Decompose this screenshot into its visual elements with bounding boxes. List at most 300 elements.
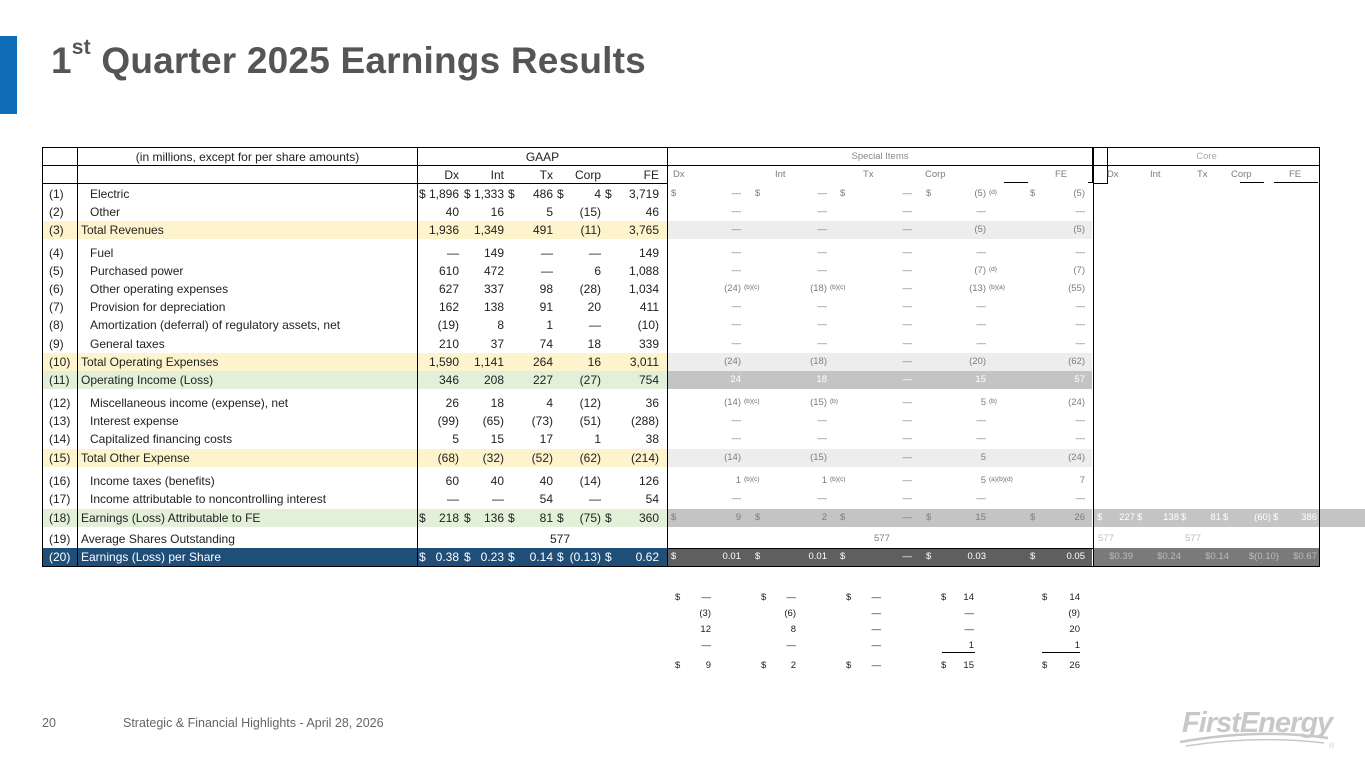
special-cell — [671, 262, 741, 280]
row-label: Other — [90, 205, 121, 219]
gaap-value: 1,034 — [628, 282, 659, 296]
special-cell — [840, 490, 912, 508]
gaap-value: 40 — [445, 205, 459, 219]
gaap-value: 1,896 — [428, 187, 459, 201]
total-rule — [761, 654, 796, 655]
special-cell — [1030, 394, 1085, 412]
gaap-cell — [464, 472, 504, 490]
special-cell — [755, 316, 827, 334]
special-value: (5) — [1073, 224, 1085, 235]
gaap-cell — [419, 244, 459, 262]
gaap-value: 491 — [532, 223, 553, 237]
row-number: (5) — [49, 264, 64, 278]
row-label: Purchased power — [90, 264, 184, 278]
special-cell — [1030, 412, 1085, 430]
special-cell — [755, 449, 827, 467]
special-cell — [1030, 280, 1085, 298]
core-panel — [1093, 147, 1320, 567]
gaap-value: 4 — [594, 187, 601, 201]
gaap-value: (52) — [531, 451, 553, 465]
row-label: Miscellaneous income (expense), net — [90, 396, 289, 410]
row-number: (13) — [49, 414, 71, 428]
gaap-value: 38 — [645, 432, 659, 446]
footnote-ref: (b)(a) — [989, 284, 1005, 291]
currency-symbol: $ — [671, 188, 677, 199]
gaap-value: 18 — [490, 396, 504, 410]
gaap-value: 486 — [532, 187, 553, 201]
currency-symbol: $ — [1273, 512, 1279, 523]
special-cell — [926, 262, 986, 280]
special-cell — [926, 280, 986, 298]
currency-symbol: $ — [675, 592, 681, 603]
core-value: 227 — [1119, 512, 1135, 523]
gaap-cell — [464, 509, 504, 527]
special-cell — [755, 262, 827, 280]
title-superscript: st — [71, 36, 91, 59]
gaap-cell — [605, 472, 659, 490]
special-col-header: Corp — [925, 169, 946, 180]
special-value: — — [817, 206, 827, 217]
gaap-cell — [508, 449, 553, 467]
gaap-cell — [605, 316, 659, 334]
special-cell — [755, 185, 827, 203]
special-value: (62) — [1068, 356, 1085, 367]
gaap-value: 360 — [638, 511, 659, 525]
footnote-ref: (b) — [989, 398, 997, 405]
special-value: — — [731, 493, 741, 504]
gaap-col-header: FE — [643, 168, 659, 182]
gaap-cell — [508, 394, 553, 412]
grid-line — [42, 566, 418, 567]
gaap-value: 0.38 — [435, 550, 459, 564]
special-cell — [840, 185, 912, 203]
special-value: — — [817, 415, 827, 426]
title-accent-bar — [0, 36, 17, 114]
special-cell — [840, 353, 912, 371]
gaap-value: 3,765 — [628, 223, 659, 237]
special-cell — [840, 280, 912, 298]
gaap-cell — [419, 509, 459, 527]
gaap-value: 74 — [539, 337, 553, 351]
special-cell — [926, 412, 986, 430]
row-number: (16) — [49, 474, 71, 488]
special-value: 9 — [735, 512, 741, 523]
special-cell — [1030, 353, 1085, 371]
gaap-value: (19) — [437, 318, 459, 332]
gaap-cell — [464, 316, 504, 334]
special-cell — [926, 298, 986, 316]
currency-symbol: $ — [1030, 551, 1036, 562]
row-number: (15) — [49, 451, 71, 465]
special-cell — [755, 412, 827, 430]
special-value: — — [731, 188, 741, 199]
special-cell — [840, 449, 912, 467]
special-cell — [1030, 316, 1085, 334]
currency-symbol: $ — [840, 512, 846, 523]
gaap-value: 210 — [438, 337, 459, 351]
special-value: — — [902, 493, 912, 504]
special-value: — — [902, 374, 912, 385]
row-number: (14) — [49, 432, 71, 446]
currency-symbol: $ — [846, 592, 852, 603]
special-cell — [1030, 509, 1085, 527]
gaap-value: 610 — [438, 264, 459, 278]
special-cell — [926, 490, 986, 508]
special-value: (14) — [724, 452, 741, 463]
currency-symbol: $ — [605, 550, 612, 564]
gaap-value: — — [447, 246, 459, 260]
special-cell — [755, 394, 827, 412]
special-cell — [926, 203, 986, 221]
core-col-header: Corp — [1231, 169, 1252, 180]
currency-symbol: $ — [557, 550, 564, 564]
gaap-value: 36 — [645, 396, 659, 410]
special-value: — — [902, 433, 912, 444]
special-item-number: 1 — [968, 640, 974, 651]
gaap-cell — [464, 353, 504, 371]
special-item-number: 14 — [1069, 592, 1080, 603]
gaap-cell — [419, 353, 459, 371]
gaap-value: 4 — [546, 396, 553, 410]
footnote-ref: (b)(c) — [830, 284, 846, 291]
total-rule — [846, 654, 881, 655]
special-value: — — [731, 433, 741, 444]
row-label: Other operating expenses — [90, 282, 229, 296]
special-cell — [755, 280, 827, 298]
row-number: (4) — [49, 246, 64, 260]
gaap-cell — [605, 430, 659, 448]
special-item-value — [675, 637, 711, 655]
row-label: Total Revenues — [81, 223, 164, 237]
core-value: (60) — [1254, 512, 1271, 523]
core-cell — [1273, 509, 1317, 527]
gaap-value: (27) — [579, 373, 601, 387]
row-number: (8) — [49, 318, 64, 332]
special-value: — — [902, 338, 912, 349]
special-item-number: (3) — [699, 608, 711, 619]
total-rule — [1042, 654, 1080, 655]
special-value: 15 — [975, 374, 986, 385]
gaap-cell — [557, 221, 601, 239]
gaap-shares: 577 — [550, 532, 571, 546]
special-cell — [671, 412, 741, 430]
grid-line — [77, 147, 78, 567]
gaap-value: 54 — [539, 492, 553, 506]
special-item-value — [761, 637, 796, 655]
special-item-value — [1042, 657, 1080, 675]
core-cell — [1097, 509, 1135, 527]
special-cell — [926, 472, 986, 490]
gaap-value: 0.14 — [529, 550, 553, 564]
gaap-cell — [605, 244, 659, 262]
special-item-number: — — [871, 608, 881, 619]
special-value: — — [902, 356, 912, 367]
gaap-cell — [557, 548, 601, 566]
page-number: 20 — [42, 716, 56, 730]
special-value: (15) — [810, 397, 827, 408]
special-item-number: — — [786, 592, 796, 603]
special-cell — [1030, 472, 1085, 490]
special-item-number: 15 — [963, 660, 974, 671]
gaap-cell — [605, 185, 659, 203]
gaap-cell — [605, 548, 659, 566]
grid-line — [418, 566, 1108, 567]
gaap-value: 54 — [645, 492, 659, 506]
total-rule — [942, 652, 975, 653]
special-value: (7) — [974, 265, 986, 276]
gaap-value: 40 — [539, 474, 553, 488]
special-value: — — [976, 301, 986, 312]
row-label: General taxes — [90, 337, 165, 351]
gaap-cell — [508, 298, 553, 316]
special-value: — — [976, 206, 986, 217]
special-cell — [671, 490, 741, 508]
special-item-number: 20 — [1069, 624, 1080, 635]
row-number: (11) — [49, 373, 70, 387]
special-value: — — [976, 415, 986, 426]
currency-symbol: $ — [464, 511, 471, 525]
currency-symbol: $ — [605, 511, 612, 525]
special-cell — [1030, 430, 1085, 448]
special-item-number: — — [701, 640, 711, 651]
gaap-value: 8 — [497, 318, 504, 332]
special-value: — — [902, 265, 912, 276]
grid-line — [42, 183, 667, 184]
gaap-col-header: Dx — [444, 168, 459, 182]
special-cell — [926, 353, 986, 371]
currency-symbol: $ — [464, 187, 471, 201]
special-value: — — [1075, 206, 1085, 217]
gaap-col-header: Tx — [539, 168, 553, 182]
special-value: — — [1075, 247, 1085, 258]
currency-symbol: $ — [1042, 592, 1048, 603]
core-shares: 577 — [1098, 533, 1114, 544]
gaap-cell — [464, 185, 504, 203]
gaap-value: 1 — [546, 318, 553, 332]
gaap-value: — — [589, 318, 601, 332]
special-cell — [1030, 221, 1085, 239]
gaap-value: 0.23 — [480, 550, 504, 564]
special-value: — — [817, 247, 827, 258]
gaap-value: — — [492, 492, 504, 506]
currency-symbol: $ — [840, 188, 846, 199]
gaap-cell — [508, 262, 553, 280]
gaap-value: — — [447, 492, 459, 506]
special-value: (20) — [969, 356, 986, 367]
gaap-value: 136 — [483, 511, 504, 525]
gaap-cell — [557, 244, 601, 262]
currency-symbol: $ — [419, 511, 426, 525]
gaap-cell — [419, 335, 459, 353]
gaap-value: (62) — [579, 451, 601, 465]
currency-symbol: $ — [419, 550, 426, 564]
gaap-cell — [464, 262, 504, 280]
logo-wordmark: FirstEnergy — [1182, 707, 1333, 739]
special-value: — — [902, 551, 912, 562]
special-item-number: — — [871, 624, 881, 635]
currency-symbol: $ — [761, 592, 767, 603]
special-cell — [671, 335, 741, 353]
gaap-cell — [419, 394, 459, 412]
gaap-value: 1,349 — [473, 223, 504, 237]
special-cell — [1030, 298, 1085, 316]
gaap-cell — [557, 353, 601, 371]
group-header-special: Special Items — [851, 151, 909, 162]
special-cell — [671, 203, 741, 221]
special-value: (5) — [1073, 188, 1085, 199]
gaap-cell — [508, 221, 553, 239]
special-cell — [1030, 335, 1085, 353]
special-cell — [671, 353, 741, 371]
gaap-cell — [508, 371, 553, 389]
special-value: (24) — [724, 356, 741, 367]
special-item-number: 2 — [790, 660, 796, 671]
core-col-header: Tx — [1197, 169, 1208, 180]
special-item-number: 12 — [700, 624, 711, 635]
row-label: Electric — [90, 187, 130, 201]
gaap-cell — [464, 394, 504, 412]
row-number: (3) — [49, 223, 64, 237]
gaap-value: (0.13) — [569, 550, 601, 564]
special-value: — — [902, 512, 912, 523]
special-cell — [1030, 371, 1085, 389]
gaap-value: 3,011 — [629, 355, 659, 369]
special-cell — [671, 371, 741, 389]
gaap-value: 98 — [539, 282, 553, 296]
core-eps-value: $0.24 — [1157, 551, 1181, 562]
special-cell — [755, 221, 827, 239]
row-number: (2) — [49, 205, 64, 219]
special-value: 7 — [1079, 475, 1085, 486]
gaap-value: 1,333 — [473, 187, 504, 201]
gaap-value: (12) — [579, 396, 601, 410]
gaap-value: 20 — [587, 300, 601, 314]
gaap-cell — [508, 203, 553, 221]
gaap-value: 1,590 — [428, 355, 459, 369]
special-value: — — [902, 319, 912, 330]
currency-symbol: $ — [464, 550, 471, 564]
special-value: — — [731, 206, 741, 217]
gaap-value: (65) — [482, 414, 504, 428]
special-cell — [671, 244, 741, 262]
currency-symbol: $ — [755, 551, 761, 562]
gaap-value: 6 — [594, 264, 601, 278]
gaap-cell — [508, 472, 553, 490]
special-cell — [671, 394, 741, 412]
special-value: (5) — [974, 188, 986, 199]
gaap-value: (99) — [437, 414, 459, 428]
gaap-value: 18 — [587, 337, 601, 351]
gaap-value: 40 — [490, 474, 504, 488]
special-cell — [671, 185, 741, 203]
gaap-value: (288) — [630, 414, 659, 428]
currency-symbol: $ — [761, 660, 767, 671]
special-value: — — [976, 493, 986, 504]
row-number: (6) — [49, 282, 64, 296]
special-item-value — [941, 657, 974, 675]
footnote-ref: (b)(c) — [744, 398, 760, 405]
core-eps-value: $0.14 — [1205, 551, 1229, 562]
special-cell — [671, 509, 741, 527]
currency-symbol: $ — [1223, 512, 1229, 523]
gaap-cell — [419, 316, 459, 334]
special-value: — — [976, 433, 986, 444]
special-cell — [840, 221, 912, 239]
gaap-value: (214) — [630, 451, 659, 465]
core-value: 138 — [1163, 512, 1179, 523]
special-value: (18) — [810, 283, 827, 294]
special-cell — [671, 449, 741, 467]
logo-swoosh-2 — [1186, 740, 1324, 746]
special-value: — — [976, 247, 986, 258]
special-cell — [926, 244, 986, 262]
gaap-value: 208 — [483, 373, 504, 387]
row-number: (19) — [49, 532, 71, 546]
gaap-cell — [464, 412, 504, 430]
gaap-cell — [419, 203, 459, 221]
currency-symbol: $ — [671, 512, 677, 523]
gaap-value: 162 — [438, 300, 459, 314]
special-cell — [755, 472, 827, 490]
special-col-header: Dx — [673, 169, 685, 180]
gaap-cell — [557, 298, 601, 316]
special-value: (7) — [1073, 265, 1085, 276]
currency-symbol: $ — [755, 512, 761, 523]
special-cell — [755, 298, 827, 316]
special-value: 1 — [821, 475, 827, 486]
gaap-value: — — [589, 492, 601, 506]
currency-symbol: $ — [1097, 512, 1103, 523]
special-cell — [926, 371, 986, 389]
core-value: 81 — [1210, 512, 1221, 523]
gaap-value: 264 — [532, 355, 553, 369]
gaap-value: 37 — [490, 337, 504, 351]
special-value: 0.01 — [808, 551, 827, 562]
currency-symbol: $ — [840, 551, 846, 562]
special-item-value — [675, 657, 711, 675]
special-value: 57 — [1074, 374, 1085, 385]
special-cell — [1030, 548, 1085, 566]
currency-symbol: $ — [508, 550, 515, 564]
row-number: (17) — [49, 492, 71, 506]
gaap-cell — [605, 335, 659, 353]
gaap-cell — [419, 449, 459, 467]
gaap-cell — [508, 185, 553, 203]
core-cell — [1181, 509, 1221, 527]
row-label: Earnings (Loss) Attributable to FE — [81, 511, 261, 525]
earnings-table — [42, 147, 1114, 567]
logo-registered-mark: ® — [1329, 743, 1335, 750]
special-value: — — [1075, 319, 1085, 330]
footnote-ref: (b)(c) — [744, 284, 760, 291]
special-cell — [755, 371, 827, 389]
special-value: 5 — [980, 452, 986, 463]
gaap-value: — — [541, 264, 553, 278]
gaap-value: 339 — [638, 337, 659, 351]
special-cell — [926, 335, 986, 353]
special-value: — — [731, 224, 741, 235]
gaap-value: 472 — [483, 264, 504, 278]
currency-symbol: $ — [941, 592, 947, 603]
gaap-cell — [419, 472, 459, 490]
gaap-value: 337 — [483, 282, 504, 296]
special-value: — — [976, 338, 986, 349]
gaap-cell — [557, 472, 601, 490]
special-shares: 577 — [874, 533, 890, 544]
special-item-number: — — [964, 624, 974, 635]
gaap-cell — [557, 490, 601, 508]
special-cell — [926, 548, 986, 566]
